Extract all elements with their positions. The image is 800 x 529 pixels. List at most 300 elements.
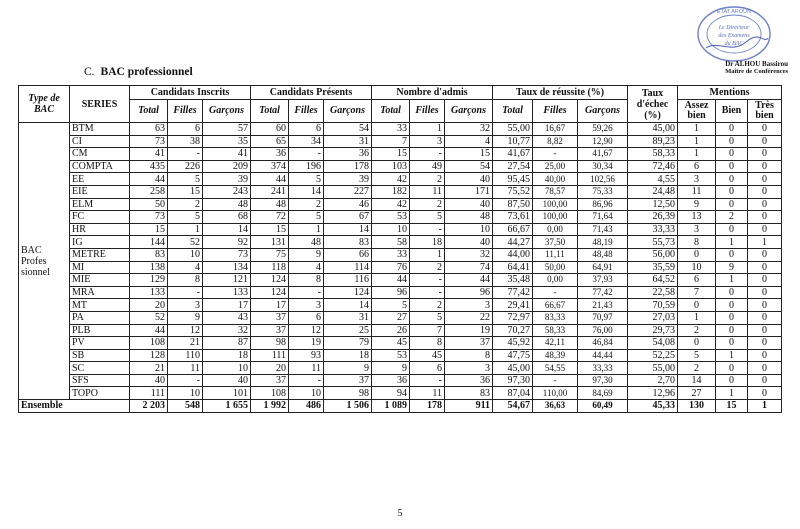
table-cell: 31 (324, 135, 372, 148)
table-cell: 48 (203, 198, 251, 211)
total-cell: 1 992 (251, 400, 289, 413)
table-cell: 36 (445, 374, 493, 387)
table-cell: 0 (748, 337, 782, 350)
series-cell: CM (70, 148, 130, 161)
table-cell: 2 (410, 261, 445, 274)
table-cell: 37 (251, 324, 289, 337)
table-cell: 3 (678, 223, 716, 236)
header-reussite: Taux de réussite (%) (493, 86, 628, 100)
subheader-total: Total (251, 100, 289, 123)
table-cell: 102,56 (578, 173, 628, 186)
table-cell: 72,46 (628, 160, 678, 173)
table-row (19, 311, 782, 324)
table-cell: 2 (168, 198, 203, 211)
table-cell: 14 (678, 374, 716, 387)
table-cell: 40,00 (533, 173, 578, 186)
table-cell: 0 (748, 349, 782, 362)
table-cell: 18 (410, 236, 445, 249)
table-cell: 6 (678, 274, 716, 287)
series-cell: PA (70, 311, 130, 324)
table-cell: 74 (445, 261, 493, 274)
total-cell: 45,33 (628, 400, 678, 413)
table-cell: 0 (748, 261, 782, 274)
series-cell: ELM (70, 198, 130, 211)
table-cell: 87,04 (493, 387, 533, 400)
table-cell: 6 (678, 160, 716, 173)
table-cell: 111 (251, 349, 289, 362)
total-cell: 54,67 (493, 400, 533, 413)
stamp-line-2: des Examens (718, 33, 750, 39)
table-cell: 29,73 (628, 324, 678, 337)
table-cell: 11 (168, 362, 203, 375)
table-cell: 0 (748, 299, 782, 312)
table-cell: 8 (289, 274, 324, 287)
table-row (19, 324, 782, 337)
table-cell: 4,55 (628, 173, 678, 186)
table-cell: 5 (410, 311, 445, 324)
table-cell: 7 (678, 286, 716, 299)
table-cell: 0 (716, 148, 748, 161)
table-cell: 1 (410, 123, 445, 136)
table-cell: 41 (130, 148, 168, 161)
table-cell: 124 (251, 286, 289, 299)
table-cell: 133 (203, 286, 251, 299)
table-cell: 45 (372, 337, 410, 350)
table-cell: 0 (748, 185, 782, 198)
table-cell: 2,70 (628, 374, 678, 387)
table-cell: 2 (289, 198, 324, 211)
table-cell: 0 (748, 148, 782, 161)
table-cell: - (289, 374, 324, 387)
table-cell: 10 (372, 223, 410, 236)
table-cell: 103 (372, 160, 410, 173)
table-cell: 0 (716, 198, 748, 211)
table-cell: 46,84 (578, 337, 628, 350)
table-cell: 6 (410, 362, 445, 375)
table-cell: 1 (716, 236, 748, 249)
table-cell: 32 (203, 324, 251, 337)
table-cell: 93 (289, 349, 324, 362)
series-cell: SFS (70, 374, 130, 387)
subheader-total: Total (372, 100, 410, 123)
table-cell: 11,11 (533, 248, 578, 261)
table-cell: 41 (203, 148, 251, 161)
table-cell: 134 (203, 261, 251, 274)
table-cell: 4 (168, 261, 203, 274)
table-cell: 87 (203, 337, 251, 350)
table-cell: 0,00 (533, 274, 578, 287)
table-cell: 48,19 (578, 236, 628, 249)
table-cell: 66 (324, 248, 372, 261)
table-cell: 8 (445, 349, 493, 362)
table-cell: 54,08 (628, 337, 678, 350)
table-cell: 22 (445, 311, 493, 324)
table-cell: 2 (678, 324, 716, 337)
total-cell: 1 655 (203, 400, 251, 413)
table-cell: 124 (251, 274, 289, 287)
table-cell: 68 (203, 211, 251, 224)
table-cell: 20 (251, 362, 289, 375)
table-cell: 9 (289, 248, 324, 261)
table-cell: 44,00 (493, 248, 533, 261)
table-cell: 26 (372, 324, 410, 337)
table-cell: 1 (716, 387, 748, 400)
table-cell: 0 (748, 198, 782, 211)
table-cell: 15 (445, 148, 493, 161)
table-cell: 3 (410, 135, 445, 148)
table-cell: 70,59 (628, 299, 678, 312)
signatory-name: Dr ALHOU Bassirou (725, 60, 788, 68)
table-cell: 52 (168, 236, 203, 249)
table-cell: 1 (168, 223, 203, 236)
table-cell: - (168, 374, 203, 387)
table-cell: 19 (289, 337, 324, 350)
table-cell: 42 (372, 198, 410, 211)
table-cell: 40 (445, 236, 493, 249)
type-bac-cell: BAC Profes sionnel (19, 123, 70, 400)
table-cell: 14 (203, 223, 251, 236)
table-cell: 39 (324, 173, 372, 186)
table-cell: 0 (748, 374, 782, 387)
table-cell: 42 (372, 173, 410, 186)
table-cell: 41,67 (493, 148, 533, 161)
table-cell: 11 (410, 387, 445, 400)
table-cell: 66,67 (493, 223, 533, 236)
table-cell: 87,50 (493, 198, 533, 211)
table-cell: 97,30 (578, 374, 628, 387)
header-admis: Nombre d'admis (372, 86, 493, 100)
table-cell: 6 (289, 123, 324, 136)
table-cell: 37 (251, 374, 289, 387)
table-cell: 33 (372, 248, 410, 261)
table-cell: 6 (289, 311, 324, 324)
table-cell: 10 (168, 387, 203, 400)
table-row (19, 374, 782, 387)
table-cell: 35,48 (493, 274, 533, 287)
subheader-filles: Filles (533, 100, 578, 123)
table-cell: 11 (410, 185, 445, 198)
series-cell: SC (70, 362, 130, 375)
total-cell: 36,63 (533, 400, 578, 413)
subheader-filles: Filles (168, 100, 203, 123)
table-cell: 227 (324, 185, 372, 198)
signatory-role: Maître de Conférences (725, 68, 788, 75)
section-number: C. (84, 66, 95, 78)
table-cell: 22,58 (628, 286, 678, 299)
series-cell: MI (70, 261, 130, 274)
table-row (19, 148, 782, 161)
table-cell: 37,93 (578, 274, 628, 287)
table-cell: 25,00 (533, 160, 578, 173)
subheader-garcons: Garçons (324, 100, 372, 123)
table-row (19, 135, 782, 148)
table-cell: 196 (289, 160, 324, 173)
table-cell: 1 (716, 349, 748, 362)
table-cell: 9 (168, 311, 203, 324)
official-stamp (688, 4, 774, 64)
subheader-total: Total (130, 100, 168, 123)
table-cell: 3 (445, 299, 493, 312)
table-cell: 0 (716, 374, 748, 387)
table-cell: 5 (410, 211, 445, 224)
table-cell: - (410, 223, 445, 236)
table-cell: - (533, 286, 578, 299)
table-cell: 58,33 (533, 324, 578, 337)
table-cell: 1 (678, 148, 716, 161)
header-series: SERIES (70, 86, 130, 123)
total-row (19, 400, 782, 413)
stamp-line-3: du BAC (724, 41, 744, 47)
table-cell: 0 (716, 173, 748, 186)
table-cell: 0 (748, 311, 782, 324)
table-cell: 0 (748, 274, 782, 287)
table-cell: 18 (203, 349, 251, 362)
table-cell: 76 (372, 261, 410, 274)
table-row (19, 123, 782, 136)
table-cell: 39 (203, 173, 251, 186)
table-cell: 73 (203, 248, 251, 261)
table-cell: 128 (130, 349, 168, 362)
table-cell: 108 (251, 387, 289, 400)
table-cell: - (168, 148, 203, 161)
table-cell: 2 (410, 299, 445, 312)
table-cell: 31 (324, 311, 372, 324)
page-number: 5 (397, 508, 403, 519)
table-cell: 21,43 (578, 299, 628, 312)
table-cell: 40 (445, 173, 493, 186)
table-cell: 48,39 (533, 349, 578, 362)
table-cell: 101 (203, 387, 251, 400)
table-cell: 3 (289, 299, 324, 312)
series-cell: MT (70, 299, 130, 312)
series-cell: IG (70, 236, 130, 249)
subheader-tres-bien: Très bien (748, 100, 782, 123)
total-cell: 1 (748, 400, 782, 413)
subheader-bien: Bien (716, 100, 748, 123)
table-cell: 58,33 (628, 148, 678, 161)
table-cell: 64,52 (628, 274, 678, 287)
table-cell: 27,54 (493, 160, 533, 173)
table-cell: 86,96 (578, 198, 628, 211)
table-row (19, 286, 782, 299)
table-cell: 100,00 (533, 198, 578, 211)
table-cell: 83 (130, 248, 168, 261)
table-cell: 374 (251, 160, 289, 173)
table-cell: 65 (251, 135, 289, 148)
table-cell: 3 (678, 173, 716, 186)
table-cell: 44,44 (578, 349, 628, 362)
table-cell: 178 (324, 160, 372, 173)
table-cell: 27 (372, 311, 410, 324)
table-cell: 7 (410, 324, 445, 337)
table-cell: 0,00 (533, 223, 578, 236)
table-cell: 73,61 (493, 211, 533, 224)
table-cell: 2 (410, 198, 445, 211)
table-cell: 40 (203, 374, 251, 387)
table-cell: 209 (203, 160, 251, 173)
table-cell: 15 (168, 185, 203, 198)
table-cell: 121 (203, 274, 251, 287)
table-row (19, 337, 782, 350)
table-cell: 77,42 (493, 286, 533, 299)
table-cell: 10,77 (493, 135, 533, 148)
table-cell: 131 (251, 236, 289, 249)
total-cell: 486 (289, 400, 324, 413)
header-type-bac: Type de BAC (19, 86, 70, 123)
table-cell: 17 (203, 299, 251, 312)
table-cell: 114 (324, 261, 372, 274)
table-cell: 9 (678, 198, 716, 211)
table-row (19, 198, 782, 211)
table-cell: 50,00 (533, 261, 578, 274)
table-cell: 34 (289, 135, 324, 148)
series-cell: MRA (70, 286, 130, 299)
table-cell: - (410, 374, 445, 387)
table-cell: 33,33 (628, 223, 678, 236)
table-cell: 17 (251, 299, 289, 312)
table-cell: 32 (445, 123, 493, 136)
table-cell: 55,00 (628, 362, 678, 375)
table-cell: 75,52 (493, 185, 533, 198)
table-cell: 10 (168, 248, 203, 261)
table-cell: 14 (324, 299, 372, 312)
total-cell: 2 203 (130, 400, 168, 413)
table-cell: 54 (445, 160, 493, 173)
table-cell: 44 (372, 274, 410, 287)
table-cell: 3 (168, 299, 203, 312)
table-cell: 0 (748, 286, 782, 299)
table-cell: 73 (130, 211, 168, 224)
table-cell: 11 (289, 362, 324, 375)
table-cell: 8 (410, 337, 445, 350)
total-cell: 1 506 (324, 400, 372, 413)
table-cell: 0 (748, 211, 782, 224)
table-cell: 97,30 (493, 374, 533, 387)
header-echec: Taux d'échec (%) (628, 86, 678, 123)
table-cell: 1 (678, 135, 716, 148)
table-cell: 0 (748, 362, 782, 375)
table-row (19, 173, 782, 186)
table-row (19, 299, 782, 312)
series-cell: CI (70, 135, 130, 148)
table-cell: 73 (130, 135, 168, 148)
table-cell: 15 (251, 223, 289, 236)
table-cell: 98 (324, 387, 372, 400)
table-cell: 5 (289, 211, 324, 224)
table-cell: 100,00 (533, 211, 578, 224)
table-cell: 10 (445, 223, 493, 236)
table-cell: 0 (748, 324, 782, 337)
table-cell: 72 (251, 211, 289, 224)
header-mentions: Mentions (678, 86, 782, 100)
table-row (19, 223, 782, 236)
table-cell: 46 (324, 198, 372, 211)
results-table (18, 85, 782, 413)
table-cell: 19 (445, 324, 493, 337)
total-label: Ensemble (19, 400, 130, 413)
table-cell: - (289, 148, 324, 161)
table-cell: 54,55 (533, 362, 578, 375)
total-cell: 1 089 (372, 400, 410, 413)
table-cell: 14 (289, 185, 324, 198)
table-cell: 0 (716, 123, 748, 136)
table-cell: 435 (130, 160, 168, 173)
stamp-line-1: Le Directeur (718, 25, 750, 31)
table-cell: 21 (168, 337, 203, 350)
table-cell: 78,57 (533, 185, 578, 198)
table-cell: 44 (445, 274, 493, 287)
table-cell: 2 (410, 173, 445, 186)
table-row (19, 274, 782, 287)
table-cell: 1 (289, 223, 324, 236)
table-cell: 58 (372, 236, 410, 249)
series-cell: COMPTA (70, 160, 130, 173)
total-cell: 130 (678, 400, 716, 413)
series-cell: HR (70, 223, 130, 236)
table-cell: 44,27 (493, 236, 533, 249)
table-cell: 12,96 (628, 387, 678, 400)
table-row (19, 211, 782, 224)
table-cell: 0 (716, 185, 748, 198)
table-cell: 1 (678, 123, 716, 136)
table-cell: 96 (372, 286, 410, 299)
table-cell: 129 (130, 274, 168, 287)
table-cell: 79 (324, 337, 372, 350)
series-cell: SB (70, 349, 130, 362)
table-cell: 15 (130, 223, 168, 236)
table-cell: 94 (372, 387, 410, 400)
table-cell: 1 (748, 236, 782, 249)
table-cell: 89,23 (628, 135, 678, 148)
table-cell: 71,64 (578, 211, 628, 224)
table-cell: - (410, 148, 445, 161)
table-cell: 36 (251, 148, 289, 161)
table-cell: 110,00 (533, 387, 578, 400)
table-cell: 226 (168, 160, 203, 173)
table-cell: 35 (203, 135, 251, 148)
table-cell: 38 (168, 135, 203, 148)
table-cell: 75,33 (578, 185, 628, 198)
table-cell: 6 (168, 123, 203, 136)
table-cell: 0 (716, 286, 748, 299)
table-cell: 52,25 (628, 349, 678, 362)
table-cell: 76,00 (578, 324, 628, 337)
table-cell: 53 (372, 211, 410, 224)
total-cell: 15 (716, 400, 748, 413)
table-cell: 9 (372, 362, 410, 375)
table-row (19, 387, 782, 400)
table-cell: 12,90 (578, 135, 628, 148)
total-cell: 60,49 (578, 400, 628, 413)
table-cell: 47,75 (493, 349, 533, 362)
table-cell: 75 (251, 248, 289, 261)
table-cell: 27 (678, 387, 716, 400)
table-cell: 83 (445, 387, 493, 400)
table-cell: 45,00 (493, 362, 533, 375)
table-cell: 32 (445, 248, 493, 261)
table-cell: 133 (130, 286, 168, 299)
table-row (19, 160, 782, 173)
table-cell: 50 (130, 198, 168, 211)
subheader-garcons: Garçons (445, 100, 493, 123)
header-presents: Candidats Présents (251, 86, 372, 100)
stamp-ring-text: ETAT AROUN (716, 9, 752, 15)
table-cell: 37,50 (533, 236, 578, 249)
table-cell: 15 (372, 148, 410, 161)
series-cell: MIE (70, 274, 130, 287)
table-cell: 41,67 (578, 148, 628, 161)
table-cell: 243 (203, 185, 251, 198)
